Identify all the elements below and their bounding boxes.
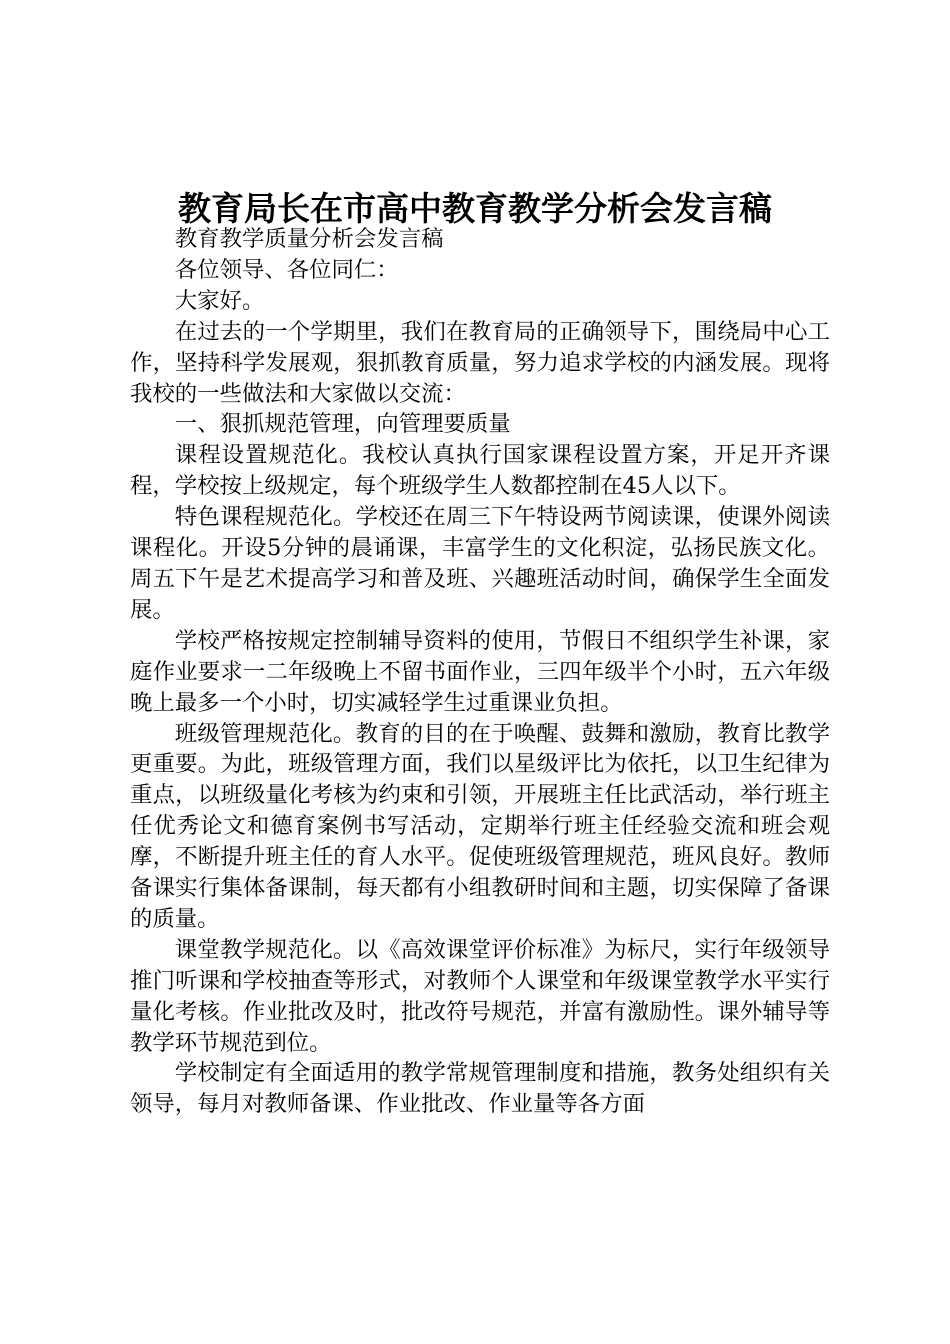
paragraph-workload: 学校严格按规定控制辅导资料的使用，节假日不组织学生补课，家庭作业要求一二年级晚上不留书面作业，三四年级半个小时，五六年级晚上最多一个小时，切实减轻学生过重课业负担。 — [130, 627, 830, 716]
paragraph-class-management: 班级管理规范化。教育的目的在于唤醒、鼓舞和激励，教育比教学更重要。为此，班级管理方面，我们以星级评比为依托，以卫生纪律为重点，以班级量化考核为约束和引领，开展班主任比武活动，举行班主任优秀论文和德育案例书写活动，定期举行班主任经验交流和班会观摩，不断提升班主任的育人水平。促使班级管理规范，班风良好。教师备课实行集体备课制，每天都有小组教研时间和主题，切实保障了备课的质量。 — [130, 720, 830, 932]
paragraph-special-courses: 特色课程规范化。学校还在周三下午特设两节阅读课，使课外阅读课程化。开设5分钟的晨诵课，丰富学生的文化积淀，弘扬民族文化。周五下午是艺术提高学习和普及班、兴趣班活动时间，确保学生全面发展。 — [130, 504, 830, 623]
paragraph-intro: 在过去的一个学期里，我们在教育局的正确领导下，围绕局中心工作，坚持科学发展观，狠抓教育质量，努力追求学校的内涵发展。现将我校的一些做法和大家做以交流： — [130, 318, 830, 407]
document-title: 教育局长在市高中教育教学分析会发言稿 — [178, 189, 772, 228]
paragraph-salutation: 各位领导、各位同仁： — [174, 256, 399, 283]
paragraph-classroom-teaching: 课堂教学规范化。以《高效课堂评价标准》为标尺，实行年级领导推门听课和学校抽查等形式，对教师个人课堂和年级课堂教学水平实行量化考核。作业批改及时，批改符号规范，并富有激励性。课外辅导等教学环节规范到位。 — [130, 936, 830, 1056]
document-body — [130, 224, 830, 1120]
paragraph-subtitle: 教育教学质量分析会发言稿 — [174, 226, 444, 252]
section-heading-1: 一、狠抓规范管理，向管理要质量 — [174, 411, 511, 438]
paragraph-greeting: 大家好。 — [174, 287, 265, 314]
paragraph-curriculum: 课程设置规范化。我校认真执行国家课程设置方案，开足开齐课程，学校按上级规定，每个班级学生人数都控制在45人以下。 — [130, 442, 830, 500]
paragraph-regulations: 学校制定有全面适用的教学常规管理制度和措施，教务处组织有关领导，每月对教师备课、作业批改、作业量等各方面 — [130, 1060, 830, 1118]
